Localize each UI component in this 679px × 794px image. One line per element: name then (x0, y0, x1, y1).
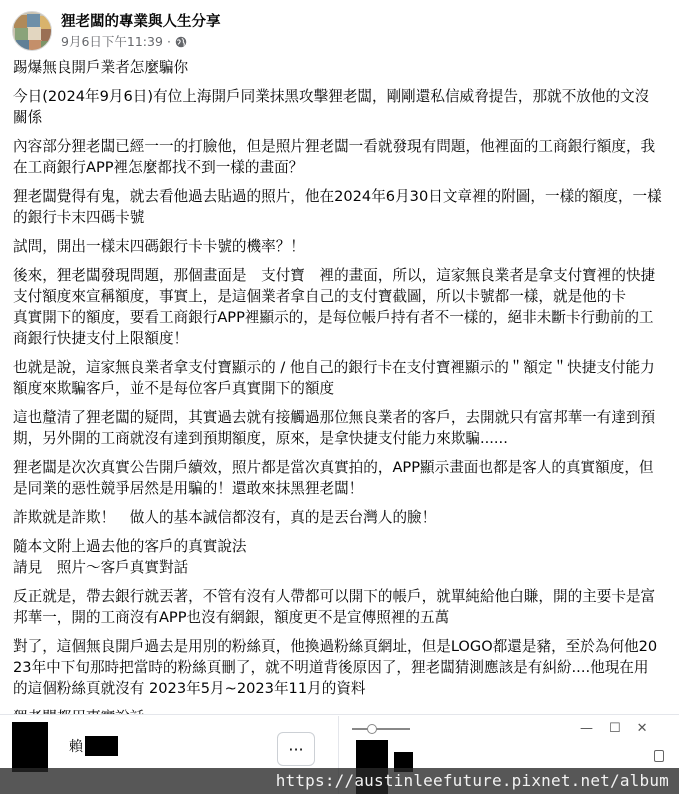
post-paragraph: 狸老闆覺得有鬼，就去看他過去貼過的照片，他在2024年6月30日文章裡的附圖，一樣的額度，一樣的銀行卡末四碼卡號 (13, 188, 662, 226)
post-paragraph: 狸老闆是次次真實公告開戶續效，照片都是當次真實拍的，APP顯示畫面也都是客人的真實額度，但是同業的惡性競爭居然是用騙的！還敢來抹黑狸老闆！ (13, 459, 654, 497)
post-meta (61, 13, 221, 50)
watermark-url: https://austinleefuture.pixnet.net/album (275, 771, 669, 790)
post-paragraph: 今日(2024年9月6日)有位上海開戶同業抹黑攻擊狸老闆，剛剛還私信威脅提告，那就不放他的文沒關係 (13, 88, 650, 126)
commenter-name[interactable] (69, 736, 118, 756)
commenter-name-prefix: 賴 (69, 739, 83, 755)
page-avatar[interactable] (12, 11, 52, 51)
phone-icon[interactable] (654, 750, 664, 762)
redacted-avatar (12, 722, 48, 772)
post-paragraph: 試問，開出一樣末四碼銀行卡卡號的機率？！ (13, 238, 305, 255)
post-paragraph: 對了，這個無良開戶過去是用別的粉絲頁，他換過粉絲頁網址，但是LOGO都還是豬，至於為何他2023年中下旬那時把當時的粉絲頁刪了，就不明道背後原因了，狸老闆猜測應該是有糾紛....他現在用的這個粉絲頁就沒有 2023年5月~2023年11月的資料 (13, 638, 658, 697)
post-paragraph: 真實開下的額度，要看工商銀行APP裡顯示的，是每位帳戶持有者不一樣的，絕非未斷卡行動前的工商銀行快捷支付上限額度！ (13, 309, 654, 347)
post-timeline (61, 34, 221, 50)
page-name[interactable]: 狸老闆的專業與人生分享 (61, 13, 221, 30)
maximize-button[interactable]: ☐ (609, 721, 621, 736)
post-paragraph: 反正就是，帶去銀行就丟著，不管有沒有人帶都可以開下的帳戶，就單純給他白賺，開的主要卡是富邦華一，開的工商沒有APP也沒有網銀，額度更不是宣傳照裡的五萬 (13, 588, 656, 626)
post-paragraph: 也就是說，這家無良業者拿支付寶顯示的 / 他自己的銀行卡在支付寶裡顯示的＂額定＂快捷支付能力額度來欺騙客戶，並不是每位客戶真實開下的額度 (13, 359, 655, 397)
slider-handle[interactable] (367, 724, 377, 734)
window-controls (580, 721, 648, 736)
post-paragraph: 這也釐清了狸老闆的疑問，其實過去就有接觸過那位無良業者的客戶，去開就只有富邦華一有達到預期，另外開的工商就沒有達到預期額度，原來，是拿快捷支付能力來欺騙...... (13, 409, 656, 447)
slider-track[interactable] (352, 728, 410, 730)
post-paragraph: 隨本文附上過去他的客戶的真實說法 請見 照片～客戶真實對話 (13, 538, 247, 576)
minimize-button[interactable]: — (580, 721, 593, 736)
more-options-button[interactable]: ··· (277, 732, 315, 766)
post-paragraph: 後來，狸老闆發現問題，那個畫面是 支付寶 裡的畫面，所以，這家無良業者是拿支付寶裡的快捷支付額度來宣稱額度，事實上，是這個業者拿自己的支付寶截圖，所以卡號都一樣，就是他的卡 (13, 267, 656, 305)
post-paragraph: 內容部分狸老闆已經一一的打臉他，但是照片狸老闆一看就發現有問題，他裡面的工商銀行額度，我在工商銀行APP裡怎麼都找不到一樣的畫面？ (13, 138, 656, 176)
globe-icon (175, 36, 187, 48)
close-button[interactable]: ✕ (636, 721, 648, 736)
post-header (12, 9, 221, 53)
separator: · (166, 33, 171, 49)
post-paragraph: 詐欺就是詐欺！ 做人的基本誠信都沒有，真的是丟台灣人的臉！ (13, 509, 437, 526)
post-paragraph: 踢爆無良開戶業者怎麼騙你 (13, 59, 189, 76)
post-body (13, 57, 663, 728)
redacted-name (85, 736, 118, 756)
post-timestamp[interactable]: 9月6日下午11:39 (61, 33, 163, 49)
